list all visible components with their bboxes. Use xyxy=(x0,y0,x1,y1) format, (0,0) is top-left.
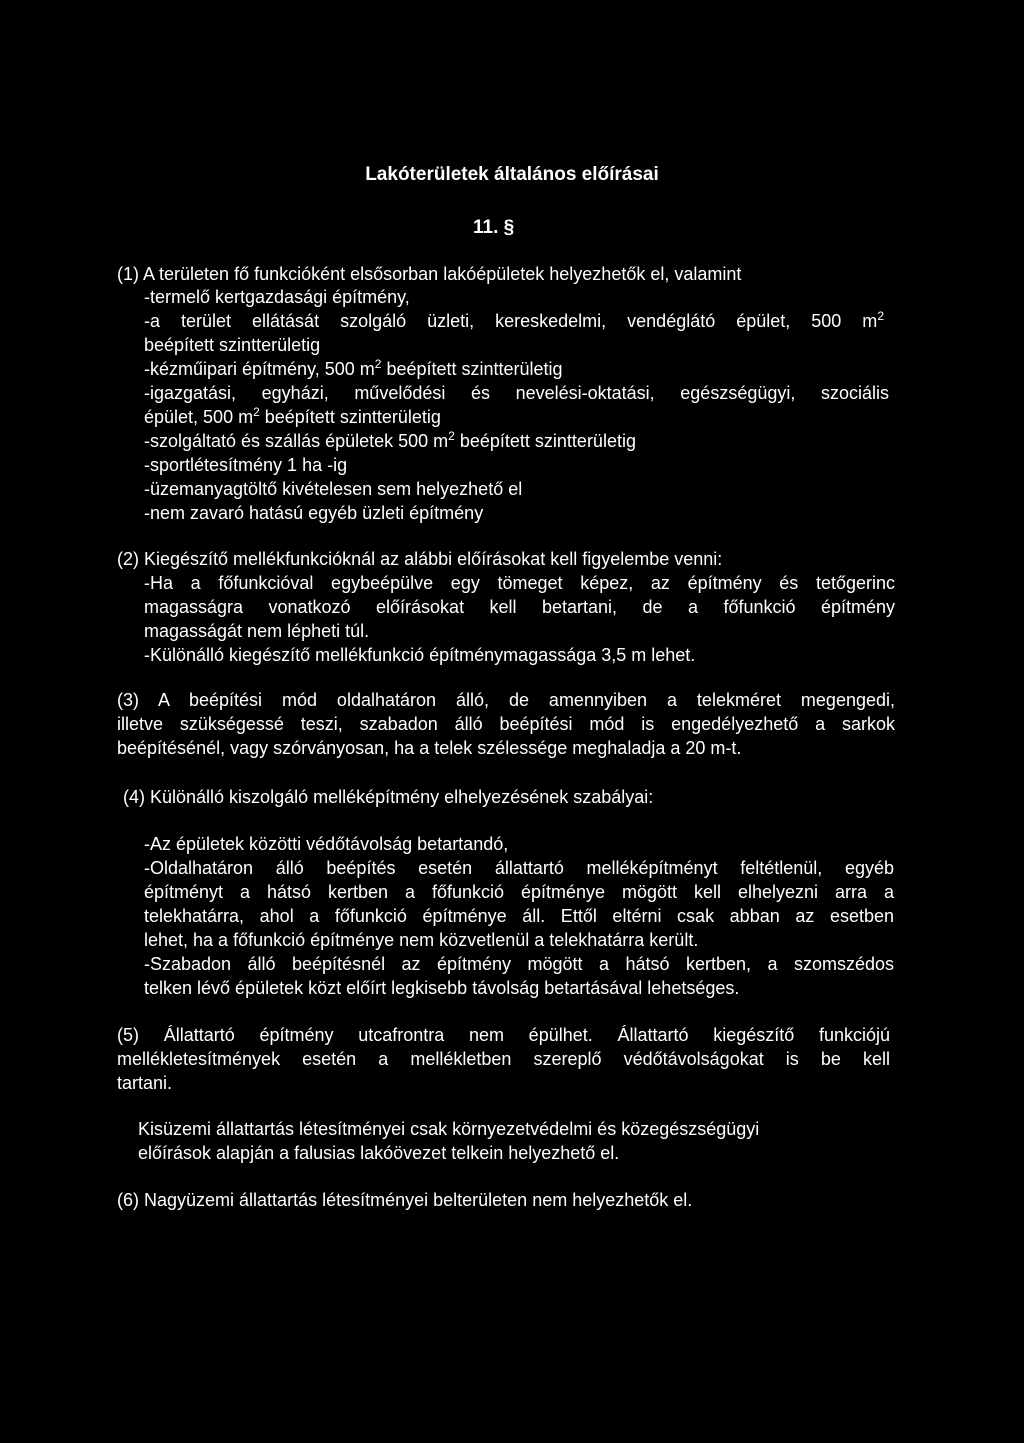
paragraph-1-line: -igazgatási, egyházi, művelődési és nevelési-oktatási, egészségügyi, szociális xyxy=(144,383,889,403)
superscript: 2 xyxy=(253,405,260,419)
paragraph-5-line: tartani. xyxy=(117,1073,173,1093)
paragraph-2-line: -Különálló kiegészítő mellékfunkció építménymagassága 3,5 m lehet. xyxy=(144,645,696,665)
paragraph-2-line: (2) Kiegészítő mellékfunkcióknál az alábbi előírásokat kell figyelembe venni: xyxy=(117,549,723,569)
superscript: 2 xyxy=(448,429,455,443)
paragraph-1-line xyxy=(144,429,1024,453)
paragraph-4-line: -Oldalhatáron álló beépítés esetén állattartó melléképítményt feltétlenül, egyéb xyxy=(144,858,894,878)
paragraph-5-line: (5) Állattartó építmény utcafrontra nem épülhet. Állattartó kiegészítő funkciójú xyxy=(117,1025,890,1045)
section-number: 11. § xyxy=(473,217,515,238)
paragraph-3-line: illetve szükségessé teszi, szabadon álló beépítési mód is engedélyezhető a sarkok xyxy=(117,714,895,734)
paragraph-1-text: -szolgáltató és szállás épületek 500 m xyxy=(144,431,449,451)
paragraph-2-line: magasságát nem lépheti túl. xyxy=(144,621,370,641)
paragraph-4-line: -Az épületek közötti védőtávolság betartandó, xyxy=(144,834,509,854)
paragraph-4-line: lehet, ha a főfunkció építménye nem közvetlenül a telekhatárra került. xyxy=(144,930,699,950)
superscript: 2 xyxy=(374,357,382,371)
paragraph-1-text: beépített szintterületig xyxy=(454,431,636,451)
paragraph-2-line: magasságra vonatkozó előírásokat kell betartani, de a főfunkció építmény xyxy=(144,597,895,617)
paragraph-4-line: telekhatárra, ahol a főfunkció építménye áll. Ettől eltérni csak abban az esetben xyxy=(144,906,894,926)
paragraph-6-line: (6) Nagyüzemi állattartás létesítményei belterületen nem helyezhetők el. xyxy=(117,1190,693,1210)
paragraph-2-line: -Ha a főfunkcióval egybeépülve egy tömeget képez, az építmény és tetőgerinc xyxy=(144,573,895,593)
paragraph-1-text: -kézműipari építmény, 500 m xyxy=(144,359,375,379)
paragraph-1-line: -sportlétesítmény 1 ha -ig xyxy=(144,455,348,475)
page-title: Lakóterületek általános előírásai xyxy=(365,164,659,185)
paragraph-3-line: (3) A beépítési mód oldalhatáron álló, de amennyiben a telekméret megengedi, xyxy=(117,690,895,710)
paragraph-4-line: (4) Különálló kiszolgáló melléképítmény elhelyezésének szabályai: xyxy=(123,787,654,807)
paragraph-5-line: mellékletesítmények esetén a mellékletben szereplő védőtávolságokat is be kell xyxy=(117,1049,890,1069)
paragraph-5-note-line: Kisüzemi állattartás létesítményei csak környezetvédelmi és közegészségügyi xyxy=(138,1119,760,1139)
paragraph-4-line: építményt a hátsó kertben a főfunkció építménye mögött kell elhelyezni arra a xyxy=(144,882,894,902)
paragraph-1-text: beépített szintterületig xyxy=(381,359,563,379)
paragraph-1-line: -üzemanyagtöltő kivételesen sem helyezhető el xyxy=(144,479,523,499)
paragraph-1-line: (1) A területen fő funkcióként elsősorban lakóépületek helyezhetők el, valamint xyxy=(117,264,742,284)
paragraph-1-line xyxy=(144,309,884,333)
paragraph-1-text: épület, 500 m xyxy=(144,407,254,427)
paragraph-4-line: -Szabadon álló beépítésnél az építmény mögött a hátsó kertben, a szomszédos xyxy=(144,954,894,974)
paragraph-1-text: beépített szintterületig xyxy=(259,407,441,427)
paragraph-1-line: -termelő kertgazdasági építmény, xyxy=(144,287,410,307)
paragraph-1-line xyxy=(144,357,1024,381)
superscript: 2 xyxy=(877,309,884,323)
paragraph-1-line: beépített szintterületig xyxy=(144,335,321,355)
paragraph-1-text: -a terület ellátását szolgáló üzleti, kereskedelmi, vendéglátó épület, 500 m xyxy=(144,311,878,331)
paragraph-1-line xyxy=(144,405,1024,429)
paragraph-3-line: beépítésénél, vagy szórványosan, ha a telek szélessége meghaladja a 20 m-t. xyxy=(117,738,742,758)
paragraph-1-line: -nem zavaró hatású egyéb üzleti építmény xyxy=(144,503,484,523)
paragraph-5-note-line: előírások alapján a falusias lakóövezet telkein helyezhető el. xyxy=(138,1143,620,1163)
paragraph-4-line: telken lévő épületek közt előírt legkisebb távolság betartásával lehetséges. xyxy=(144,978,740,998)
